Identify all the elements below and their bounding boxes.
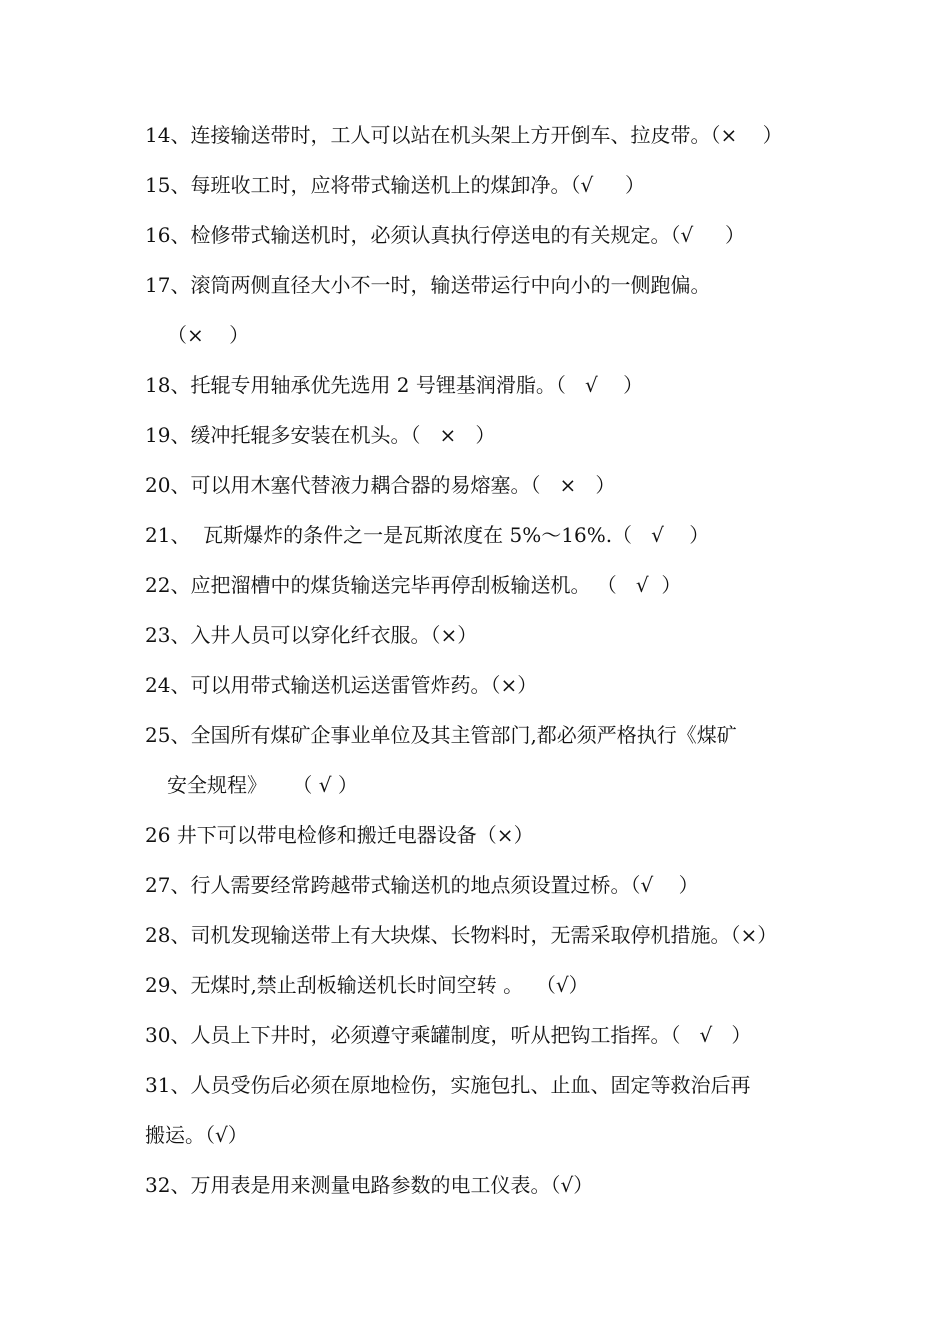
- question-29: 29、无煤时,禁止刮板输送机长时间空转 。 （√）: [145, 973, 589, 997]
- question-22: 22、应把溜槽中的煤货输送完毕再停刮板输送机。 （ √ ）: [145, 573, 682, 597]
- question-28: 28、司机发现输送带上有大块煤、长物料时，无需采取停机措施。（×）: [145, 923, 778, 947]
- question-16: 16、检修带式输送机时，必须认真执行停送电的有关规定。（√ ）: [145, 223, 745, 247]
- question-27: 27、行人需要经常跨越带式输送机的地点须设置过桥。（√ ）: [145, 873, 699, 897]
- question-17-answer: （× ）: [167, 323, 250, 347]
- question-32: 32、万用表是用来测量电路参数的电工仪表。（√）: [145, 1173, 594, 1197]
- question-21: 21、 瓦斯爆炸的条件之一是瓦斯浓度在 5%～16%.（ √ ）: [145, 523, 710, 547]
- question-list: [145, 110, 815, 1210]
- question-26: 26 井下可以带电检修和搬迁电器设备（×）: [145, 823, 534, 847]
- question-25-continued: 安全规程》 （ √ ）: [167, 773, 358, 797]
- question-31: 31、人员受伤后必须在原地检伤，实施包扎、止血、固定等救治后再: [145, 1073, 751, 1097]
- question-15: 15、每班收工时，应将带式输送机上的煤卸净。（√ ）: [145, 173, 645, 197]
- question-18: 18、托辊专用轴承优先选用 2 号锂基润滑脂。（ √ ）: [145, 373, 644, 397]
- question-17: 17、滚筒两侧直径大小不一时，输送带运行中向小的一侧跑偏。: [145, 273, 711, 297]
- question-19: 19、缓冲托辊多安装在机头。（ × ）: [145, 423, 496, 447]
- question-24: 24、可以用带式输送机运送雷管炸药。（×）: [145, 673, 538, 697]
- question-31-continued: 搬运。（√）: [145, 1123, 248, 1147]
- question-30: 30、人员上下井时，必须遵守乘罐制度，听从把钩工指挥。（ √ ）: [145, 1023, 752, 1047]
- question-23: 23、入井人员可以穿化纤衣服。（×）: [145, 623, 478, 647]
- question-20: 20、可以用木塞代替液力耦合器的易熔塞。（ × ）: [145, 473, 616, 497]
- question-25: 25、全国所有煤矿企事业单位及其主管部门,都必须严格执行《煤矿: [145, 723, 737, 747]
- question-14: 14、连接输送带时，工人可以站在机头架上方开倒车、拉皮带。（× ）: [145, 123, 783, 147]
